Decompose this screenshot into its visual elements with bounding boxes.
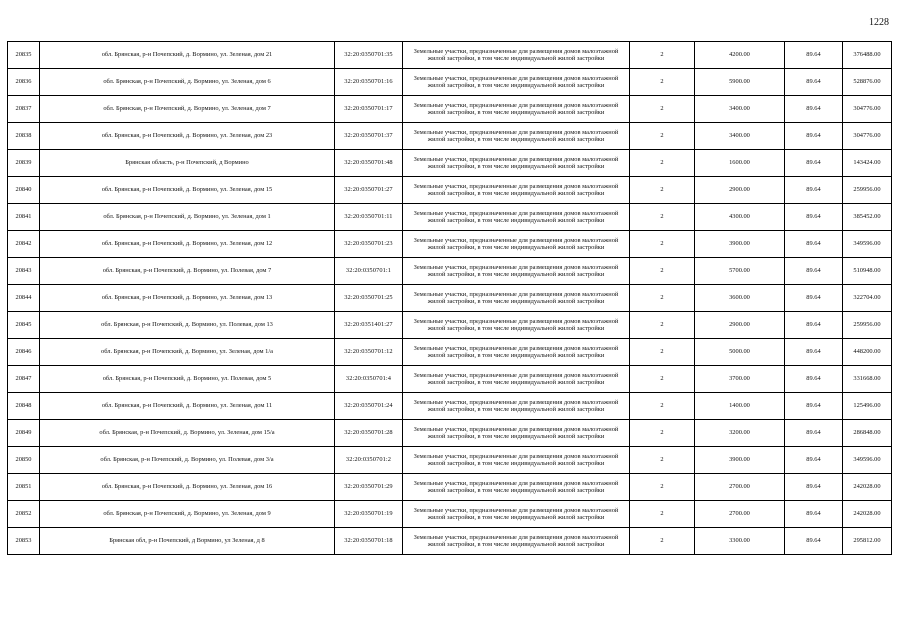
address-cell: обл. Брянская, р-н Почепский, д. Вормино, ул. Зеленая, дом 21 — [40, 42, 335, 69]
category-cell: 2 — [630, 312, 695, 339]
address-cell: обл. Брянская, р-н Почепский, д. Вормино, ул. Зеленая, дом 7 — [40, 96, 335, 123]
address-cell: Брянская обл, р-н Почепский, д Вормино, ул Зеленая, д 8 — [40, 528, 335, 555]
category-cell: 2 — [630, 339, 695, 366]
rate-cell: 89.64 — [785, 204, 843, 231]
row-number: 20850 — [8, 447, 40, 474]
cadastral-number-cell: 32:20:0350701:16 — [335, 69, 403, 96]
rate-cell: 89.64 — [785, 150, 843, 177]
area-cell: 3200.00 — [695, 420, 785, 447]
rate-cell: 89.64 — [785, 96, 843, 123]
rate-cell: 89.64 — [785, 177, 843, 204]
land-use-cell: Земельные участки, предназначенные для размещения домов малоэтажной жилой застройки, в том числе индивидуальной жилой застройки — [403, 150, 630, 177]
cadastral-number-cell: 32:20:0350701:17 — [335, 96, 403, 123]
cadastral-value-cell: 448200.00 — [843, 339, 892, 366]
rate-cell: 89.64 — [785, 339, 843, 366]
category-cell: 2 — [630, 528, 695, 555]
table-row — [8, 96, 892, 123]
address-cell: обл. Брянская, р-н Почепский, д. Вормино, ул. Полевая, дом 3/а — [40, 447, 335, 474]
cadastral-value-cell: 349596.00 — [843, 447, 892, 474]
cadastral-number-cell: 32:20:0350701:25 — [335, 285, 403, 312]
table-row — [8, 258, 892, 285]
row-number: 20847 — [8, 366, 40, 393]
cadastral-number-cell: 32:20:0350701:18 — [335, 528, 403, 555]
rate-cell: 89.64 — [785, 501, 843, 528]
cadastral-value-cell: 385452.00 — [843, 204, 892, 231]
cadastral-number-cell: 32:20:0350701:28 — [335, 420, 403, 447]
page-number: 1228 — [869, 17, 889, 28]
rate-cell: 89.64 — [785, 69, 843, 96]
table-body — [8, 42, 892, 555]
cadastral-number-cell: 32:20:0350701:12 — [335, 339, 403, 366]
address-cell: обл. Брянская, р-н Почепский, д. Вормино, ул. Зеленая, дом 13 — [40, 285, 335, 312]
land-use-cell: Земельные участки, предназначенные для размещения домов малоэтажной жилой застройки, в том числе индивидуальной жилой застройки — [403, 420, 630, 447]
rate-cell: 89.64 — [785, 42, 843, 69]
cadastral-value-cell: 349596.00 — [843, 231, 892, 258]
table-row — [8, 393, 892, 420]
address-cell: обл. Брянская, р-н Почепский, д. Вормино, ул. Зеленая, дом 6 — [40, 69, 335, 96]
area-cell: 4300.00 — [695, 204, 785, 231]
address-cell: Брянская область, р-н Почепский, д Вормино — [40, 150, 335, 177]
cadastral-value-cell: 376488.00 — [843, 42, 892, 69]
cadastral-value-cell: 242028.00 — [843, 474, 892, 501]
address-cell: обл. Брянская, р-н Почепский, д. Вормино, ул. Зеленая, дом 16 — [40, 474, 335, 501]
table-row — [8, 177, 892, 204]
address-cell: обл. Брянская, р-н Почепский, д. Вормино, ул. Зеленая, дом 1/а — [40, 339, 335, 366]
rate-cell: 89.64 — [785, 312, 843, 339]
land-use-cell: Земельные участки, предназначенные для размещения домов малоэтажной жилой застройки, в том числе индивидуальной жилой застройки — [403, 96, 630, 123]
category-cell: 2 — [630, 69, 695, 96]
row-number: 20851 — [8, 474, 40, 501]
area-cell: 5900.00 — [695, 69, 785, 96]
land-use-cell: Земельные участки, предназначенные для размещения домов малоэтажной жилой застройки, в том числе индивидуальной жилой застройки — [403, 312, 630, 339]
cadastral-number-cell: 32:20:0351401:27 — [335, 312, 403, 339]
cadastral-number-cell: 32:20:0350701:2 — [335, 447, 403, 474]
land-registry-table — [7, 41, 892, 555]
category-cell: 2 — [630, 501, 695, 528]
land-use-cell: Земельные участки, предназначенные для размещения домов малоэтажной жилой застройки, в том числе индивидуальной жилой застройки — [403, 528, 630, 555]
address-cell: обл. Брянская, р-н Почепский, д. Вормино, ул. Зеленая, дом 15/а — [40, 420, 335, 447]
cadastral-value-cell: 304776.00 — [843, 123, 892, 150]
rate-cell: 89.64 — [785, 231, 843, 258]
table-row — [8, 150, 892, 177]
cadastral-value-cell: 304776.00 — [843, 96, 892, 123]
address-cell: обл. Брянская, р-н Почепский, д. Вормино, ул. Полевая, дом 13 — [40, 312, 335, 339]
area-cell: 1600.00 — [695, 150, 785, 177]
rate-cell: 89.64 — [785, 474, 843, 501]
cadastral-number-cell: 32:20:0350701:11 — [335, 204, 403, 231]
table-row — [8, 420, 892, 447]
row-number: 20837 — [8, 96, 40, 123]
table-row — [8, 42, 892, 69]
address-cell: обл. Брянская, р-н Почепский, д. Вормино, ул. Полевая, дом 7 — [40, 258, 335, 285]
cadastral-value-cell: 143424.00 — [843, 150, 892, 177]
land-use-cell: Земельные участки, предназначенные для размещения домов малоэтажной жилой застройки, в том числе индивидуальной жилой застройки — [403, 42, 630, 69]
table-row — [8, 474, 892, 501]
cadastral-value-cell: 331668.00 — [843, 366, 892, 393]
rate-cell: 89.64 — [785, 393, 843, 420]
table-row — [8, 285, 892, 312]
cadastral-number-cell: 32:20:0350701:37 — [335, 123, 403, 150]
category-cell: 2 — [630, 474, 695, 501]
area-cell: 3600.00 — [695, 285, 785, 312]
row-number: 20844 — [8, 285, 40, 312]
cadastral-value-cell: 295812.00 — [843, 528, 892, 555]
land-use-cell: Земельные участки, предназначенные для размещения домов малоэтажной жилой застройки, в том числе индивидуальной жилой застройки — [403, 474, 630, 501]
row-number: 20849 — [8, 420, 40, 447]
row-number: 20846 — [8, 339, 40, 366]
area-cell: 2900.00 — [695, 312, 785, 339]
table-row — [8, 366, 892, 393]
category-cell: 2 — [630, 447, 695, 474]
address-cell: обл. Брянская, р-н Почепский, д. Вормино, ул. Зеленая, дом 12 — [40, 231, 335, 258]
address-cell: обл. Брянская, р-н Почепский, д. Вормино, ул. Полевая, дом 5 — [40, 366, 335, 393]
rate-cell: 89.64 — [785, 123, 843, 150]
cadastral-number-cell: 32:20:0350701:29 — [335, 474, 403, 501]
cadastral-number-cell: 32:20:0350701:24 — [335, 393, 403, 420]
row-number: 20843 — [8, 258, 40, 285]
land-use-cell: Земельные участки, предназначенные для размещения домов малоэтажной жилой застройки, в том числе индивидуальной жилой застройки — [403, 204, 630, 231]
category-cell: 2 — [630, 123, 695, 150]
cadastral-value-cell: 242028.00 — [843, 501, 892, 528]
land-use-cell: Земельные участки, предназначенные для размещения домов малоэтажной жилой застройки, в том числе индивидуальной жилой застройки — [403, 366, 630, 393]
area-cell: 3700.00 — [695, 366, 785, 393]
category-cell: 2 — [630, 366, 695, 393]
area-cell: 5000.00 — [695, 339, 785, 366]
address-cell: обл. Брянская, р-н Почепский, д. Вормино, ул. Зеленая, дом 11 — [40, 393, 335, 420]
land-use-cell: Земельные участки, предназначенные для размещения домов малоэтажной жилой застройки, в том числе индивидуальной жилой застройки — [403, 501, 630, 528]
row-number: 20842 — [8, 231, 40, 258]
cadastral-value-cell: 259956.00 — [843, 312, 892, 339]
cadastral-value-cell: 259956.00 — [843, 177, 892, 204]
rate-cell: 89.64 — [785, 528, 843, 555]
cadastral-value-cell: 528876.00 — [843, 69, 892, 96]
address-cell: обл. Брянская, р-н Почепский, д. Вормино, ул. Зеленая, дом 15 — [40, 177, 335, 204]
row-number: 20841 — [8, 204, 40, 231]
category-cell: 2 — [630, 285, 695, 312]
area-cell: 3400.00 — [695, 123, 785, 150]
cadastral-value-cell: 125496.00 — [843, 393, 892, 420]
cadastral-number-cell: 32:20:0350701:1 — [335, 258, 403, 285]
cadastral-number-cell: 32:20:0350701:4 — [335, 366, 403, 393]
area-cell: 2700.00 — [695, 501, 785, 528]
table-row — [8, 123, 892, 150]
cadastral-value-cell: 322704.00 — [843, 285, 892, 312]
area-cell: 3900.00 — [695, 447, 785, 474]
cadastral-value-cell: 286848.00 — [843, 420, 892, 447]
row-number: 20840 — [8, 177, 40, 204]
land-use-cell: Земельные участки, предназначенные для размещения домов малоэтажной жилой застройки, в том числе индивидуальной жилой застройки — [403, 393, 630, 420]
category-cell: 2 — [630, 150, 695, 177]
land-use-cell: Земельные участки, предназначенные для размещения домов малоэтажной жилой застройки, в том числе индивидуальной жилой застройки — [403, 285, 630, 312]
area-cell: 3400.00 — [695, 96, 785, 123]
row-number: 20835 — [8, 42, 40, 69]
cadastral-value-cell: 510948.00 — [843, 258, 892, 285]
land-use-cell: Земельные участки, предназначенные для размещения домов малоэтажной жилой застройки, в том числе индивидуальной жилой застройки — [403, 258, 630, 285]
cadastral-number-cell: 32:20:0350701:48 — [335, 150, 403, 177]
category-cell: 2 — [630, 420, 695, 447]
rate-cell: 89.64 — [785, 285, 843, 312]
category-cell: 2 — [630, 42, 695, 69]
area-cell: 5700.00 — [695, 258, 785, 285]
table-row — [8, 204, 892, 231]
cadastral-number-cell: 32:20:0350701:23 — [335, 231, 403, 258]
rate-cell: 89.64 — [785, 420, 843, 447]
rate-cell: 89.64 — [785, 447, 843, 474]
land-use-cell: Земельные участки, предназначенные для размещения домов малоэтажной жилой застройки, в том числе индивидуальной жилой застройки — [403, 123, 630, 150]
row-number: 20836 — [8, 69, 40, 96]
category-cell: 2 — [630, 393, 695, 420]
land-use-cell: Земельные участки, предназначенные для размещения домов малоэтажной жилой застройки, в том числе индивидуальной жилой застройки — [403, 69, 630, 96]
address-cell: обл. Брянская, р-н Почепский, д. Вормино, ул. Зеленая, дом 1 — [40, 204, 335, 231]
table-row — [8, 528, 892, 555]
area-cell: 2700.00 — [695, 474, 785, 501]
table-row — [8, 501, 892, 528]
row-number: 20839 — [8, 150, 40, 177]
category-cell: 2 — [630, 96, 695, 123]
address-cell: обл. Брянская, р-н Почепский, д. Вормино, ул. Зеленая, дом 9 — [40, 501, 335, 528]
land-use-cell: Земельные участки, предназначенные для размещения домов малоэтажной жилой застройки, в том числе индивидуальной жилой застройки — [403, 447, 630, 474]
row-number: 20853 — [8, 528, 40, 555]
row-number: 20838 — [8, 123, 40, 150]
table-row — [8, 447, 892, 474]
cadastral-number-cell: 32:20:0350701:19 — [335, 501, 403, 528]
rate-cell: 89.64 — [785, 366, 843, 393]
category-cell: 2 — [630, 204, 695, 231]
land-use-cell: Земельные участки, предназначенные для размещения домов малоэтажной жилой застройки, в том числе индивидуальной жилой застройки — [403, 231, 630, 258]
rate-cell: 89.64 — [785, 258, 843, 285]
category-cell: 2 — [630, 177, 695, 204]
category-cell: 2 — [630, 231, 695, 258]
row-number: 20848 — [8, 393, 40, 420]
cadastral-number-cell: 32:20:0350701:27 — [335, 177, 403, 204]
category-cell: 2 — [630, 258, 695, 285]
row-number: 20845 — [8, 312, 40, 339]
area-cell: 3900.00 — [695, 231, 785, 258]
area-cell: 4200.00 — [695, 42, 785, 69]
land-use-cell: Земельные участки, предназначенные для размещения домов малоэтажной жилой застройки, в том числе индивидуальной жилой застройки — [403, 177, 630, 204]
area-cell: 2900.00 — [695, 177, 785, 204]
area-cell: 3300.00 — [695, 528, 785, 555]
table-row — [8, 339, 892, 366]
cadastral-number-cell: 32:20:0350701:35 — [335, 42, 403, 69]
land-use-cell: Земельные участки, предназначенные для размещения домов малоэтажной жилой застройки, в том числе индивидуальной жилой застройки — [403, 339, 630, 366]
address-cell: обл. Брянская, р-н Почепский, д. Вормино, ул. Зеленая, дом 23 — [40, 123, 335, 150]
table-row — [8, 231, 892, 258]
row-number: 20852 — [8, 501, 40, 528]
table-row — [8, 69, 892, 96]
area-cell: 1400.00 — [695, 393, 785, 420]
table-row — [8, 312, 892, 339]
